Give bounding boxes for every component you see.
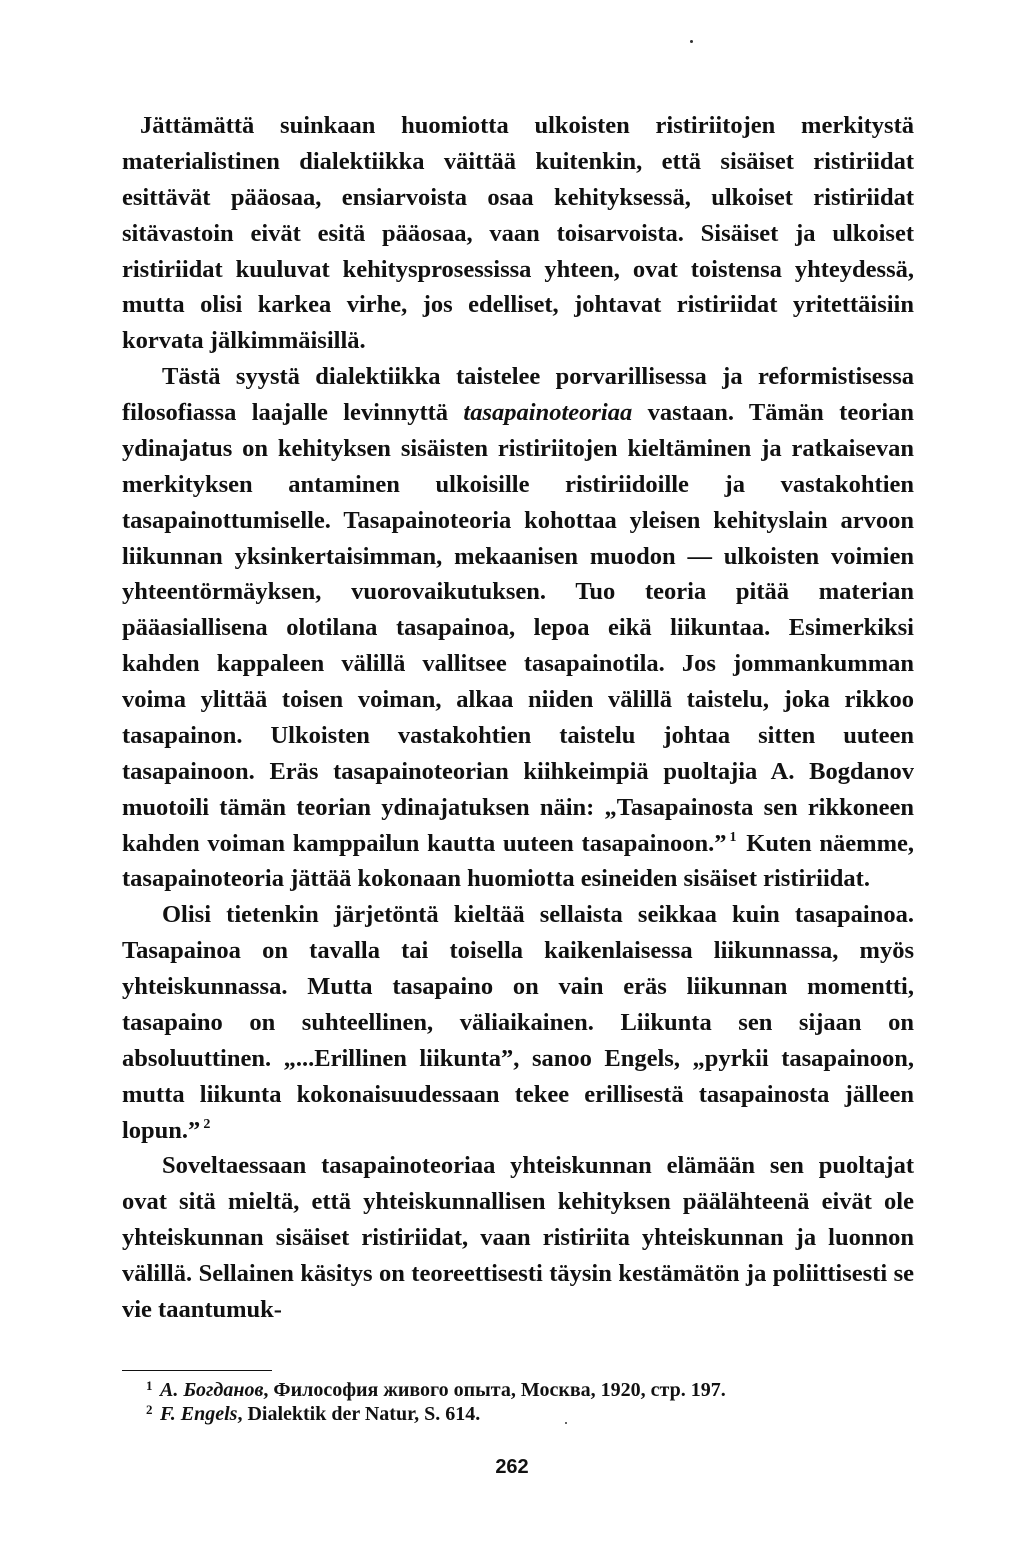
footnote-1-marker: 1 [146, 1378, 153, 1393]
emphasized-term: tasapainoteoriaa [463, 399, 633, 426]
footnote-ref-1: 1 [729, 829, 737, 845]
footnote-1 [146, 1378, 920, 1402]
page-number: 262 [495, 1456, 529, 1478]
paragraph-4 [122, 1148, 914, 1327]
footnote-1-author: А. Богданов [160, 1379, 264, 1401]
footnotes [146, 1378, 920, 1426]
footnote-divider [122, 1370, 272, 1371]
footnote-2-text: , Dialektik der Natur, S. 614. [237, 1403, 481, 1425]
footnote-2 [146, 1402, 920, 1426]
paragraph-3 [122, 897, 914, 1148]
paragraph-2-text-b: vastaan. Tämän teorian ydinajatus on kehityksen sisäisten ristiriitojen kieltäminen ja ratkaisevan merkityksen antaminen ulkoisille ristiriidoille ja vastakohtien tasapainottumiselle. Tasapainoteoria kohottaa yleisen kehityslain arvoon liikunnan yksinkertaisimman, mekaanisen muodon — ulkoisten voimien yhteentörmäyksen, vuorovaikutuksen. Tuo teoria pitää materian pääasiallisena olotilana tasapainoa, lepoa eikä liikuntaa. Esimerkiksi kahden kappaleen välillä vallitsee tasapainotila. Jos jommankumman voima ylittää toisen voiman, alkaa niiden välillä taistelu, joka rikkoo tasapainon. Ulkoisten vastakohtien taistelu johtaa sitten uuteen tasapainoon. Eräs tasapainoteorian kiihkeimpiä puoltajia A. Bogdanov muotoili tämän teorian ydinajatuksen näin: „Tasapainosta sen rikkoneen kahden voiman kamppailun kautta uuteen tasapainoon.” [122, 399, 914, 857]
footnote-2-marker: 2 [146, 1402, 153, 1417]
body-text [122, 108, 914, 1328]
print-speck [690, 40, 693, 43]
paragraph-3-text: Olisi tietenkin järjetöntä kieltää sellaista seikkaa kuin tasapainoa. Tasapainoa on tavalla tai toisella kaikenlaisessa liikunnassa, myös yhteiskunnassa. Mutta tasapaino on vain eräs liikunnan momentti, tasapaino on suhteellinen, väliaikainen. Liikunta sen sijaan on absoluuttinen. „...Erillinen liikunta”, sanoo Engels, „pyrkii tasapainoon, mutta liikunta kokonaisuudessaan tekee erillisestä tasapainosta jälleen lopun.” [122, 901, 914, 1144]
paragraph-2 [122, 359, 914, 897]
paragraph-1 [122, 108, 914, 359]
paragraph-2-text-a: Tästä syystä dialektiikka taistelee porvarillisessa ja reformistisessa filosofiassa laajalle levinnyttä [122, 363, 914, 426]
paragraph-4-text: Soveltaessaan tasapainoteoriaa yhteiskunnan elämään sen puoltajat ovat sitä mieltä, että yhteiskunnallisen kehityksen päälähteenä eivät ole yhteiskunnan sisäiset ristiriidat, vaan ristiriita yhteiskunnan ja luonnon välillä. Sellainen käsitys on teoreettisesti täysin kestämätön ja poliittisesti se vie taantumuk- [122, 1152, 914, 1323]
footnote-2-author: F. Engels [160, 1403, 238, 1425]
footnote-1-text: , Философия живого опыта, Москва, 1920, стр. 197. [263, 1379, 726, 1401]
footnote-ref-2: 2 [203, 1116, 211, 1132]
paragraph-1-text: Jättämättä suinkaan huomiotta ulkoisten ristiriitojen merkitystä materialistinen dialektiikka väittää kuitenkin, että sisäiset ristiriidat esittävät pääosaa, ensiarvoista osaa kehityksessä, ulkoiset ristiriidat sitävastoin eivät esitä pääosaa, vaan toisarvoista. Sisäiset ja ulkoiset ristiriidat kuuluvat kehitysprosessissa yhteen, ovat toistensa yhteydessä, mutta olisi karkea virhe, jos edelliset, johtavat ristiriidat yritettäisiin korvata jälkimmäisillä. [122, 112, 914, 355]
paragraph-2-text-c: Kuten näemme, tasapainoteoria jättää kokonaan huomiotta esineiden sisäiset ristiriidat. [122, 829, 914, 893]
